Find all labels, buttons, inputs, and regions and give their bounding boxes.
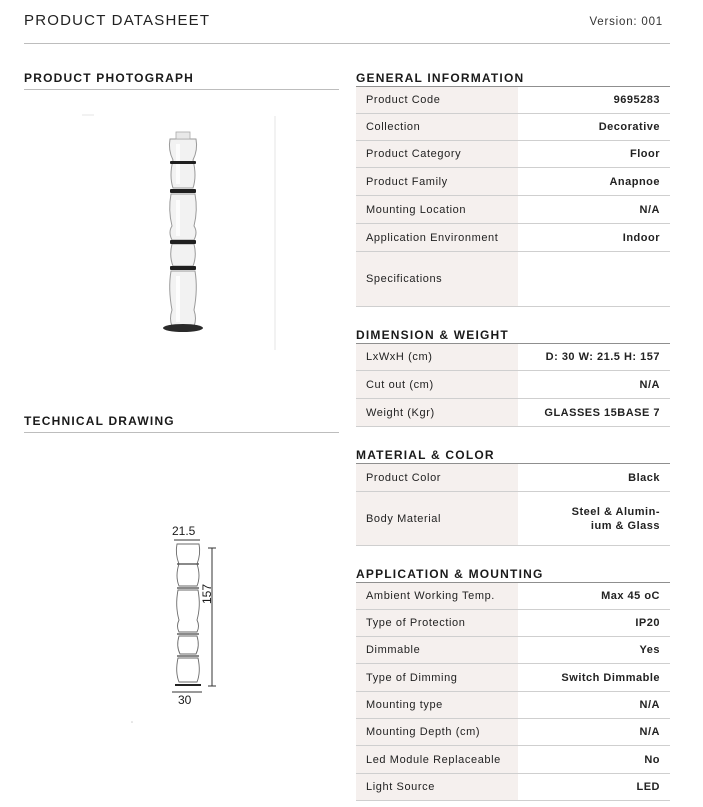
row-label: LxWxH (cm) xyxy=(356,344,518,370)
row-label: Mounting Depth (cm) xyxy=(356,719,518,745)
row-label: Specifications xyxy=(356,252,518,306)
drawing-heading-rule xyxy=(24,432,339,433)
table-row xyxy=(356,114,670,141)
row-label: Collection xyxy=(356,114,518,140)
table-row xyxy=(356,719,670,746)
row-value: N/A xyxy=(639,203,660,216)
row-value: N/A xyxy=(639,726,660,738)
row-value: Indoor xyxy=(622,231,660,244)
section-general xyxy=(356,66,670,307)
row-value: N/A xyxy=(639,378,660,391)
table-row xyxy=(356,746,670,774)
row-value: Steel & Alumin- ium & Glass xyxy=(571,505,660,532)
row-label: Product Category xyxy=(356,141,518,167)
section-title: GENERAL INFORMATION xyxy=(356,71,525,85)
table-row xyxy=(356,583,670,610)
row-value: LED xyxy=(636,781,660,793)
table-row xyxy=(356,774,670,801)
table-row xyxy=(356,664,670,692)
drawing-height-label: 157 xyxy=(200,583,214,604)
drawing-heading: TECHNICAL DRAWING xyxy=(24,414,175,428)
spec-tables xyxy=(356,66,670,801)
row-label: Type of Protection xyxy=(356,610,518,636)
section-dimension xyxy=(356,323,670,427)
header-divider xyxy=(24,43,670,44)
row-value xyxy=(518,252,670,306)
row-value: GLASSES 15BASE 7 xyxy=(544,406,660,419)
table-row xyxy=(356,141,670,168)
drawing-width-label: 21.5 xyxy=(172,524,196,538)
row-value: D: 30 W: 21.5 H: 157 xyxy=(545,351,660,363)
row-label: Light Source xyxy=(356,774,518,800)
technical-drawing xyxy=(130,520,280,725)
row-value: Yes xyxy=(639,644,660,656)
row-label: Ambient Working Temp. xyxy=(356,583,518,609)
row-label: Mounting type xyxy=(356,692,518,718)
table-row xyxy=(356,637,670,664)
version-label: Version: 001 xyxy=(589,16,663,28)
row-label: Mounting Location xyxy=(356,196,518,223)
table-row xyxy=(356,692,670,719)
product-photograph xyxy=(80,114,276,352)
photo-heading-rule xyxy=(24,89,339,90)
row-label: Type of Dimming xyxy=(356,664,518,691)
section-title: APPLICATION & MOUNTING xyxy=(356,567,544,581)
row-label: Product Color xyxy=(356,464,518,491)
section-title: DIMENSION & WEIGHT xyxy=(356,328,509,342)
row-label: Led Module Replaceable xyxy=(356,746,518,773)
table-row xyxy=(356,610,670,637)
drawing-depth-label: 30 xyxy=(178,693,192,707)
table-row xyxy=(356,399,670,427)
section-material xyxy=(356,443,670,546)
row-value: Switch Dimmable xyxy=(561,671,660,684)
table-row xyxy=(356,168,670,196)
row-value: Black xyxy=(628,471,660,484)
table-row xyxy=(356,224,670,252)
table-row xyxy=(356,371,670,399)
section-application xyxy=(356,562,670,801)
table-row xyxy=(356,464,670,492)
row-value: 9695283 xyxy=(613,94,660,106)
row-value: N/A xyxy=(639,699,660,711)
section-title: MATERIAL & COLOR xyxy=(356,448,495,462)
table-row xyxy=(356,87,670,114)
row-value: IP20 xyxy=(635,617,660,629)
row-label: Product Family xyxy=(356,168,518,195)
page-title: PRODUCT DATASHEET xyxy=(24,12,211,29)
photo-heading: PRODUCT PHOTOGRAPH xyxy=(24,71,195,85)
row-value: Decorative xyxy=(598,121,660,133)
row-label: Dimmable xyxy=(356,637,518,663)
table-row xyxy=(356,492,670,546)
row-label: Cut out (cm) xyxy=(356,371,518,398)
row-value: No xyxy=(644,753,660,766)
row-label: Product Code xyxy=(356,87,518,113)
row-label: Weight (Kgr) xyxy=(356,399,518,426)
row-label: Application Environment xyxy=(356,224,518,251)
table-row xyxy=(356,252,670,307)
table-row xyxy=(356,344,670,371)
row-label: Body Material xyxy=(356,492,518,545)
row-value: Anapnoe xyxy=(609,175,660,188)
row-value: Max 45 oC xyxy=(601,590,660,602)
table-row xyxy=(356,196,670,224)
row-value: Floor xyxy=(630,148,660,160)
